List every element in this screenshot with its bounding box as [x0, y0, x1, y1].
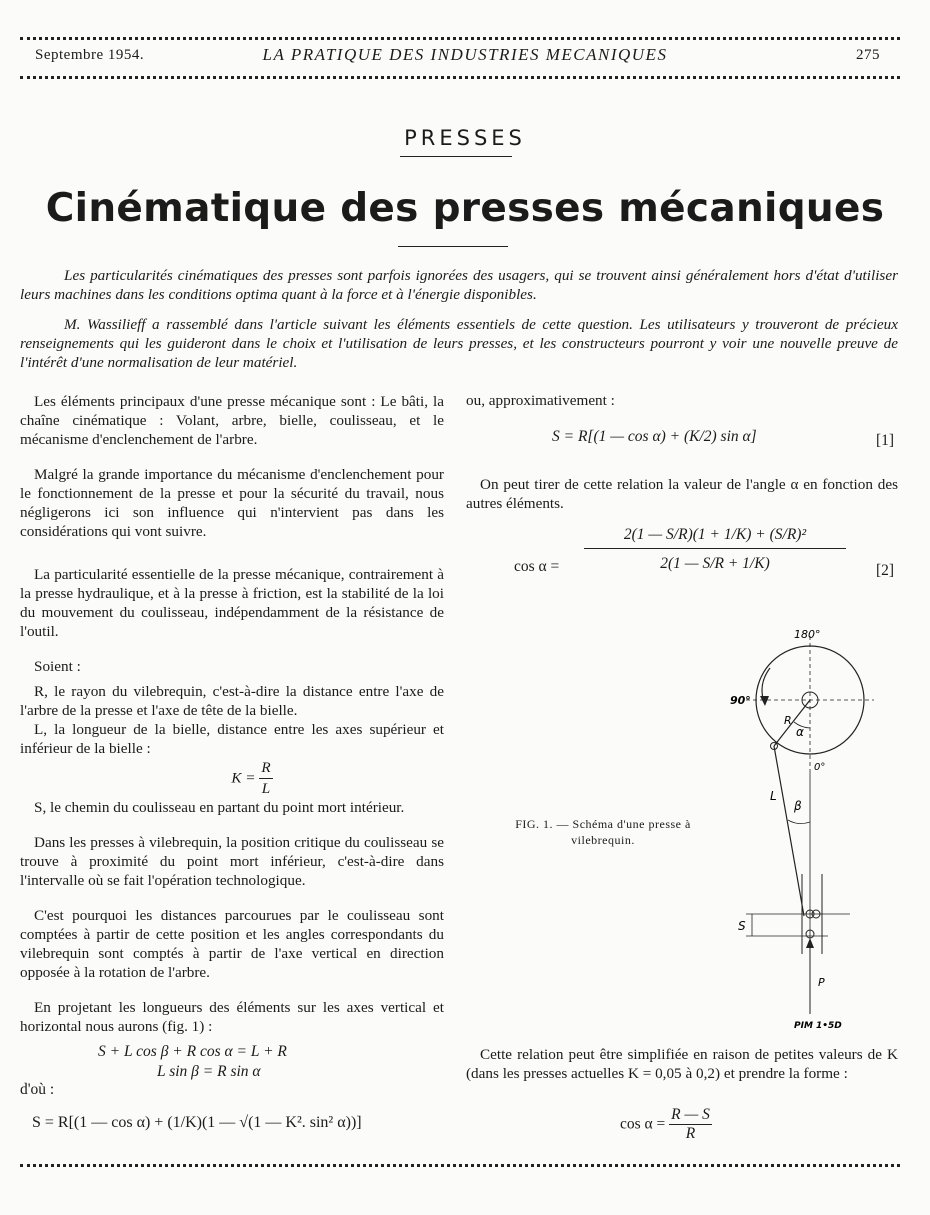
paragraph: Cette relation peut être simplifiée en raison de petites valeurs de K (dans les presses actuelles K = 0,05 à 0,2) et prendre la forme :: [466, 1046, 898, 1082]
paragraph: Soient :: [34, 658, 81, 675]
equation-2-fraction: [580, 526, 850, 573]
paragraph: ou, approximativement :: [466, 392, 615, 409]
right-column-mid: [466, 475, 898, 513]
footer-rule: [20, 1164, 900, 1167]
header-date: Septembre 1954.: [35, 47, 145, 63]
dou-label: d'où :: [20, 1081, 55, 1098]
beta-arc: [788, 820, 810, 824]
figure-caption: FIG. 1. — Schéma d'une presse à vilebrequin.: [515, 817, 691, 847]
eq2-denominator: 2(1 — S/R + 1/K): [660, 555, 770, 572]
label-l: L: [770, 789, 777, 803]
equation-2-number: [2]: [876, 562, 895, 579]
intro-paragraph-1: Les particularités cinématiques des presses sont parfois ignorées des usagers, qui se trouvent ainsi généralement hors d'état d'utiliser leurs machines dans les conditions optima quant à la force et à l'énergie disponibles.: [20, 267, 898, 303]
equation-1-number: [1]: [876, 432, 895, 449]
right-column-bottom: [466, 1045, 898, 1083]
paragraph: S, le chemin du coulisseau en partant du point mort intérieur.: [34, 799, 405, 816]
figure-crank-diagram: [712, 624, 892, 1044]
eq3-denominator: R: [669, 1124, 712, 1143]
header-journal-title: LA PRATIQUE DES INDUSTRIES MECANIQUES: [262, 45, 668, 64]
paragraph: Les éléments principaux d'une presse mécanique sont : Le bâti, la chaîne cinématique : Volant, arbre, bielle, coulisseau, et le mécanisme d'enclenchement de l'arbre.: [20, 393, 444, 448]
title-underline: [398, 246, 508, 247]
crank-radius: [774, 700, 810, 746]
eq3-fraction: [669, 1106, 712, 1143]
right-column-top: [466, 391, 898, 410]
equation-1: S = R[(1 — cos α) + (K/2) sin α]: [552, 428, 757, 445]
eq-k-denominator: L: [259, 778, 272, 799]
label-90: 90°: [730, 694, 751, 707]
equation-projection-b: L sin β = R sin α: [157, 1063, 261, 1080]
eq3-numerator: R — S: [671, 1106, 710, 1123]
equation-final-s: S = R[(1 — cos α) + (1/K)(1 — √(1 — K². sin² α))]: [32, 1114, 362, 1131]
label-r: R: [784, 714, 792, 727]
intro-paragraph-2: M. Wassilieff a rassemblé dans l'article suivant les éléments essentiels de cette question. Les utilisateurs y trouveront de précieux renseignements qui les guideront dans le choix et l'utilisation de leurs presses, et les constructeurs pourront y voir une nouvelle preuve de l'intérêt d'une normalisation de leur matériel.: [20, 316, 898, 371]
rotation-arrowhead: [760, 696, 769, 706]
section-heading: PRESSES: [404, 126, 526, 150]
article-title: Cinématique des presses mécaniques: [45, 186, 885, 231]
paragraph: On peut tirer de cette relation la valeur de l'angle α en fonction des autres éléments.: [466, 476, 898, 512]
header-bottom-rule: [20, 76, 900, 79]
paragraph: Dans les presses à vilebrequin, la position critique du coulisseau se trouve à proximité du point mort inférieur, c'est-à-dire dans l'intervalle où se fait l'opération technologique.: [20, 834, 444, 889]
equation-k: [20, 758, 444, 800]
equation-3: [620, 1106, 712, 1143]
eq-k-fraction: [259, 758, 272, 799]
p-arrowhead: [806, 938, 814, 948]
section-underline: [400, 156, 512, 157]
eq2-numerator: 2(1 — S/R)(1 + 1/K) + (S/R)²: [623, 526, 807, 543]
equation-projection-a: S + L cos β + R cos α = L + R: [98, 1043, 287, 1060]
eq-k-numerator: R: [261, 759, 271, 776]
left-column: [20, 392, 444, 1036]
connecting-rod: [774, 746, 804, 916]
eq-k-lhs: K =: [231, 769, 256, 787]
label-180: 180°: [794, 628, 821, 641]
paragraph: C'est pourquoi les distances parcourues par le coulisseau sont comptées à partir de cette position et les angles correspondants du vilebrequin sont comptés à partir de l'axe vertical en direction opposée à la rotation de l'arbre.: [20, 907, 444, 981]
header-top-rule: [20, 37, 900, 40]
paragraph: En projetant les longueurs des éléments sur les axes vertical et horizontal nous aurons (fig. 1) :: [20, 999, 444, 1035]
label-s: S: [738, 919, 746, 933]
figure-credit: PIM 1•5D: [794, 1021, 842, 1031]
eq3-lhs: cos α =: [620, 1115, 666, 1133]
label-p: P: [818, 976, 825, 989]
label-alpha: α: [796, 725, 804, 739]
header-page-number: 275: [856, 47, 880, 63]
paragraph: Malgré la grande importance du mécanisme d'enclenchement pour le fonctionnement de la presse et pour la sécurité du travail, nous négligerons ici son influence qui n'intervient pas dans les considérations qui vont suivre.: [20, 466, 444, 540]
paragraph: L, la longueur de la bielle, distance entre les axes supérieur et inférieur de la bielle :: [20, 721, 444, 757]
label-beta: β: [794, 799, 802, 813]
paragraph: R, le rayon du vilebrequin, c'est-à-dire la distance entre l'axe de l'arbre de la presse et l'axe de tête de la bielle.: [20, 683, 444, 719]
paragraph: La particularité essentielle de la presse mécanique, contrairement à la presse hydraulique, et à la presse à friction, est la stabilité de la loi du mouvement du coulisseau, indépendamment de la résistance de l'outil.: [20, 566, 444, 640]
equation-2-lhs: cos α =: [514, 558, 560, 575]
label-0: 0°: [814, 762, 826, 773]
